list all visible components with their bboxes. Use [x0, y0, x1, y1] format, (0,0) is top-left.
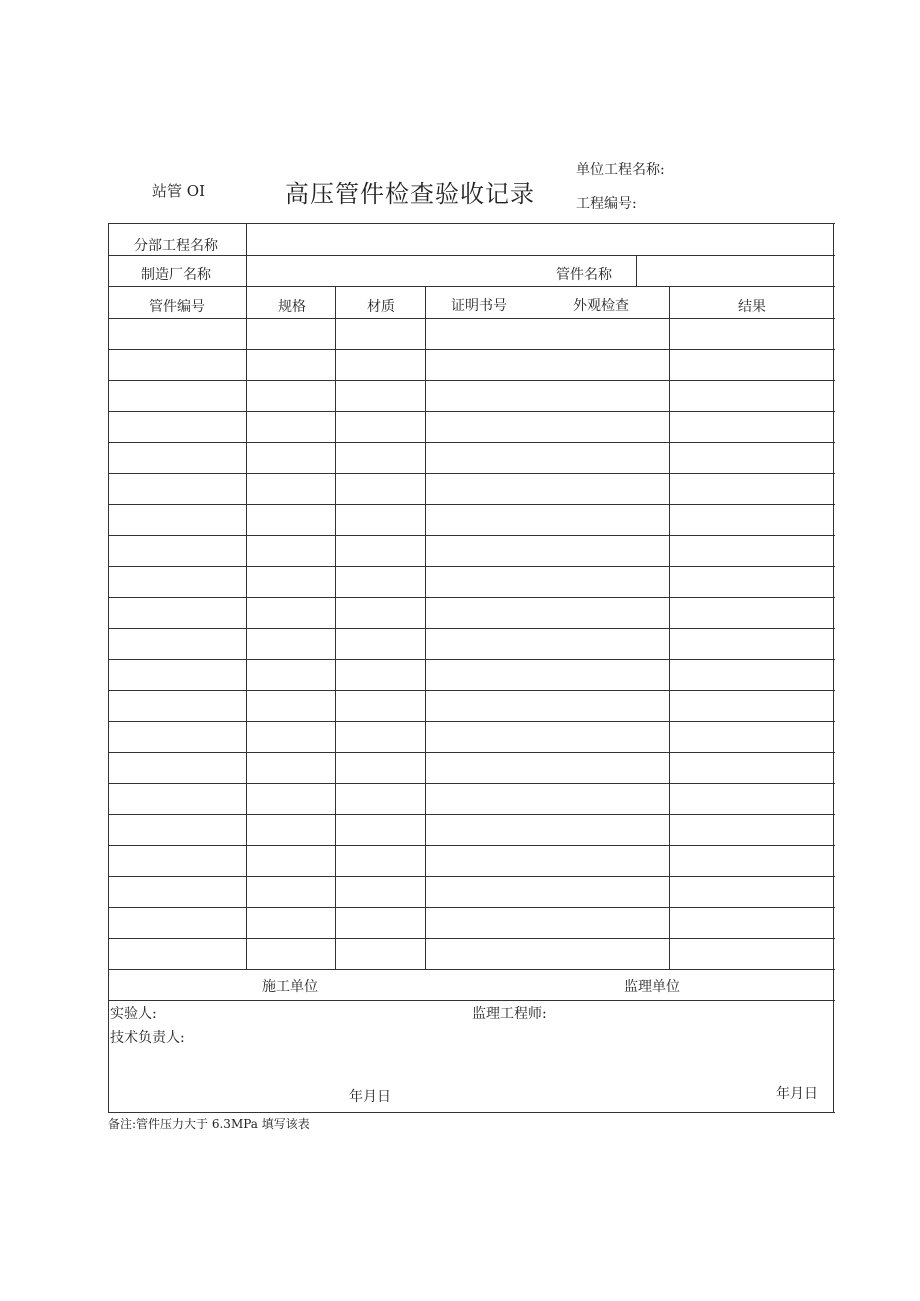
construction-unit-label: 施工单位 [262, 979, 318, 995]
sub-project-label: 分部工程名称 [134, 238, 218, 254]
col-line [425, 286, 426, 970]
row-line [108, 318, 835, 319]
border-left [108, 223, 109, 1113]
border-bottom [108, 1112, 835, 1113]
supervisor-label: 监理工程师: [472, 1006, 547, 1022]
col-line [669, 286, 670, 970]
fitting-name-label: 管件名称 [556, 267, 612, 283]
col-header-visual-check: 外观检查 [573, 298, 629, 314]
col-line [636, 255, 637, 287]
table-row-line [108, 504, 835, 505]
row-line [108, 1000, 835, 1001]
table-row-line [108, 659, 835, 660]
table-row-line [108, 814, 835, 815]
table-row-line [108, 721, 835, 722]
project-number-label: 工程编号: [576, 196, 637, 212]
table-row-line [108, 442, 835, 443]
manufacturer-label: 制造厂名称 [141, 267, 211, 283]
date-right: 年月日 [776, 1086, 818, 1102]
table-row-line [108, 690, 835, 691]
table-row-line [108, 907, 835, 908]
table-row-line [108, 752, 835, 753]
col-header-certificate-no: 证明书号 [451, 298, 507, 314]
border-top [108, 223, 835, 224]
form-code: 站管 OI [152, 182, 205, 200]
table-row-line [108, 411, 835, 412]
table-row-line [108, 566, 835, 567]
row-line [108, 255, 835, 256]
border-right [833, 223, 834, 1113]
table-row-line [108, 845, 835, 846]
col-header-spec: 规格 [278, 299, 306, 315]
col-line [246, 286, 247, 970]
col-header-result: 结果 [738, 299, 766, 315]
table-row-line [108, 628, 835, 629]
table-row-line [108, 783, 835, 784]
col-header-fitting-no: 管件编号 [149, 299, 205, 315]
page-title: 高压管件检查验收记录 [285, 180, 535, 208]
table-row-line [108, 597, 835, 598]
footnote: 备注:管件压力大于 6.3MPa 填写该表 [108, 1117, 310, 1131]
date-left: 年月日 [349, 1089, 391, 1105]
col-line [335, 286, 336, 970]
row-line [108, 286, 835, 287]
table-row-line [108, 535, 835, 536]
table-row-line [108, 876, 835, 877]
table-bottom-line [108, 969, 835, 970]
table-row-line [108, 473, 835, 474]
supervision-unit-label: 监理单位 [624, 979, 680, 995]
col-line [246, 223, 247, 287]
unit-project-name-label: 单位工程名称: [576, 162, 665, 178]
tech-lead-label: 技术负责人: [110, 1030, 185, 1046]
table-row-line [108, 938, 835, 939]
inspection-form [108, 223, 834, 1113]
table-row-line [108, 380, 835, 381]
col-header-material: 材质 [367, 299, 395, 315]
tester-label: 实验人: [110, 1006, 157, 1022]
table-row-line [108, 349, 835, 350]
